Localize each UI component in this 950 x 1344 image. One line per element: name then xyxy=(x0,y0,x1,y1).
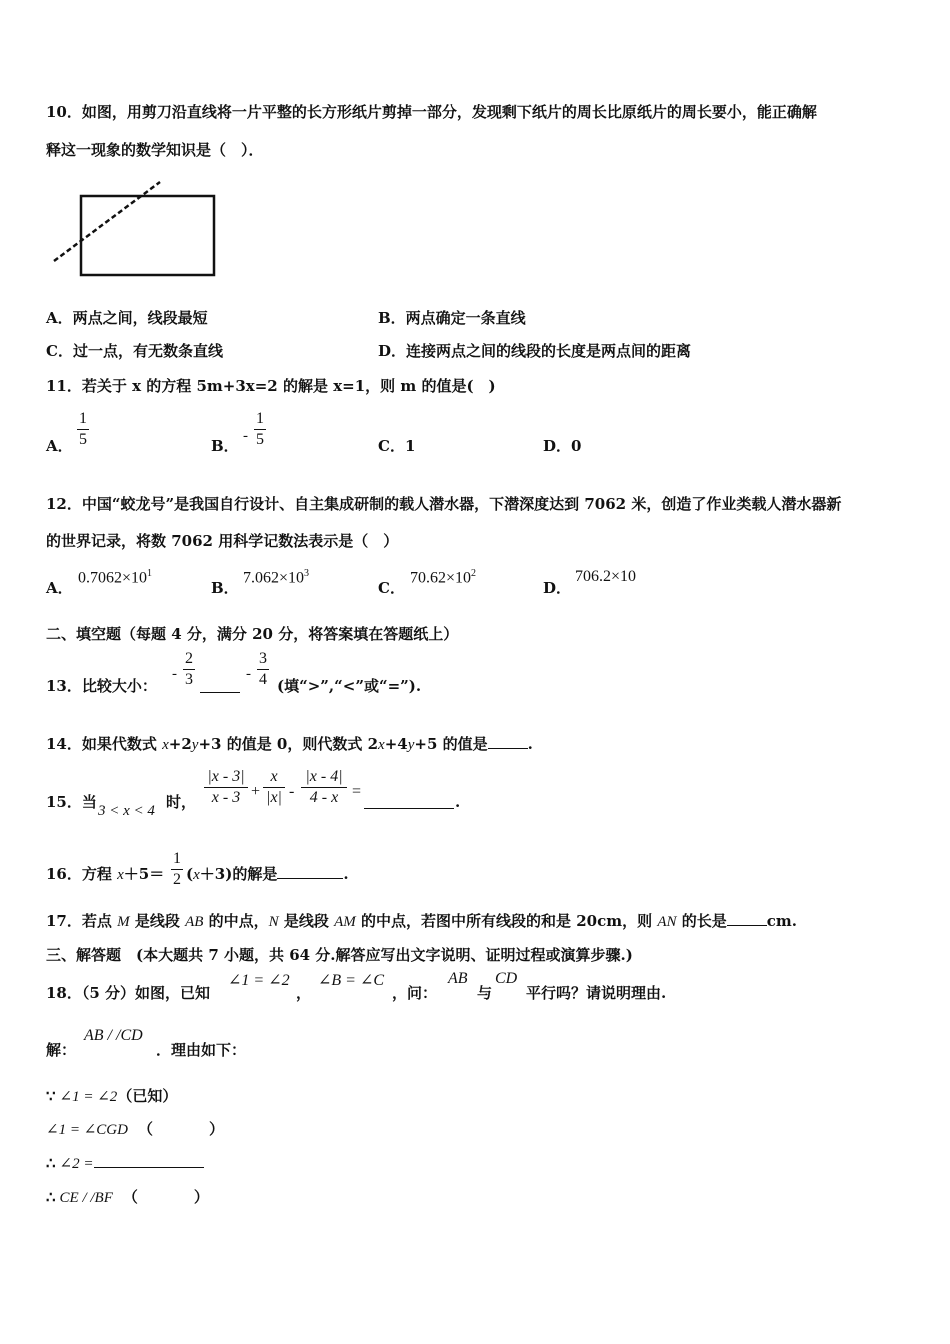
q10-rectangle-diagram xyxy=(48,176,223,284)
q13-fraction1: 2 3 xyxy=(185,650,193,688)
q12-option-d-value: 706.2×10 xyxy=(575,568,637,585)
q10-option-b: B．两点确定一条直线 xyxy=(378,309,526,327)
q11-option-b-fraction: 1 5 xyxy=(256,410,264,448)
q15-condition: 3 < x < 4 xyxy=(98,803,155,819)
q13-fraction2: 3 4 xyxy=(259,650,267,688)
q12-option-a-value: $0.7062\times 10^1$ xyxy=(78,568,153,587)
section-2-heading: 二、填空题（每题 4 分，满分 20 分，将答案填在答题纸上） xyxy=(46,625,459,643)
q13-prefix: 13．比较大小： xyxy=(46,677,157,695)
q12-option-c-value: $70.62\times 10^2$ xyxy=(410,568,477,587)
solution-step-4-reason-blank[interactable] xyxy=(138,1188,194,1202)
q12-label-a: A． xyxy=(46,579,73,597)
q15-term3: |x - 4| 4 - x xyxy=(301,768,347,807)
q14-stem: 14．如果代数式 x+2y+3 的值是 0，则代数式 2x+4y+5 的值是 . xyxy=(46,735,533,753)
q12-label-c: C． xyxy=(378,579,405,597)
q18-ab: AB xyxy=(448,970,468,987)
q13-suffix: (填“>”,“<”或“=”). xyxy=(277,677,422,695)
q15-prefix: 15．当 xyxy=(46,793,97,811)
q16-suffix: (x＋3)的解是 . xyxy=(186,865,349,883)
q18-comma: ， xyxy=(296,984,312,1002)
q16-fraction: 1 2 xyxy=(173,850,181,888)
q15-term1: |x - 3| x - 3 xyxy=(204,768,248,807)
q16-prefix: 16．方程 x＋5＝ xyxy=(46,865,165,883)
solution-step-3: ∴ ∠2 = xyxy=(46,1153,204,1174)
q15-end: . xyxy=(455,793,461,811)
q17-stem: 17．若点 M 是线段 AB 的中点，N 是线段 AM 的中点，若图中所有线段的和是 20cm，则 AN 的长是 cm. xyxy=(46,912,797,930)
q18-condition-2: ∠B = ∠C xyxy=(318,972,385,989)
q13-fraction1-sign: - xyxy=(172,666,177,682)
q16-answer-blank[interactable] xyxy=(277,864,343,879)
q10-stem-line2: 释这一现象的数学知识是（ ）． xyxy=(46,141,264,159)
solution-step-4: ∴ CE / /BF （ ） xyxy=(46,1188,209,1206)
q10-option-a: A．两点之间，线段最短 xyxy=(46,309,208,327)
q14-answer-blank[interactable] xyxy=(488,734,528,749)
q18-condition-1: ∠1 = ∠2 xyxy=(228,972,290,989)
solution-step-2-reason-blank[interactable] xyxy=(153,1120,209,1134)
q18-ask: ，问： xyxy=(392,984,438,1002)
q12-label-b: B． xyxy=(211,579,239,597)
q18-prefix: 18．（5 分）如图，已知 xyxy=(46,984,211,1002)
q11-label-b: B． xyxy=(211,437,239,455)
solution-step-2: ∠1 = ∠CGD （ ） xyxy=(46,1120,224,1138)
solution-claim: AB / /CD xyxy=(84,1027,143,1044)
q13-answer-blank[interactable] xyxy=(200,676,240,693)
q18-tail: 平行吗？请说明理由. xyxy=(526,984,667,1002)
q13-fraction2-sign: - xyxy=(246,666,251,682)
q17-answer-blank[interactable] xyxy=(727,911,767,926)
q11-option-c: C．1 xyxy=(378,437,416,455)
q18-cd: CD xyxy=(495,970,518,987)
q12-option-b-value: $7.062\times 10^3$ xyxy=(243,568,310,587)
solution-label: 解： xyxy=(46,1041,77,1059)
q15-equals: = xyxy=(352,783,362,800)
q15-op-plus: + xyxy=(251,783,261,800)
solution-step-1: ∵ ∠1 = ∠2（已知） xyxy=(46,1087,178,1105)
q11-option-a-fraction: 1 5 xyxy=(79,410,87,448)
q11-option-d: D．0 xyxy=(543,437,582,455)
q12-label-d: D． xyxy=(543,579,572,597)
q15-answer-blank[interactable] xyxy=(364,794,454,809)
q10-option-c: C．过一点，有无数条直线 xyxy=(46,342,223,360)
q11-label-a: A． xyxy=(46,437,73,455)
q15-mid: 时， xyxy=(166,793,197,811)
q11-stem: 11．若关于 x 的方程 5m+3x=2 的解是 x=1，则 m 的值是( ) xyxy=(46,377,496,395)
q12-stem-line1: 12．中国“蛟龙号”是我国自行设计、自主集成研制的载人潜水器，下潜深度达到 7062 米，创造了作业类载人潜水器新 xyxy=(46,495,842,513)
solution-reason: ．理由如下： xyxy=(156,1041,247,1059)
solution-step-3-blank[interactable] xyxy=(94,1153,204,1168)
q10-stem-line1: 10．如图，用剪刀沿直线将一片平整的长方形纸片剪掉一部分，发现剩下纸片的周长比原纸片的周长要小，能正确解 xyxy=(46,103,817,121)
q10-option-d: D．连接两点之间的线段的长度是两点间的距离 xyxy=(378,342,692,360)
q15-op-minus: - xyxy=(289,783,295,800)
q11-option-b-sign: - xyxy=(243,428,248,444)
section-3-heading: 三、解答题 (本大题共 7 小题，共 64 分.解答应写出文字说明、证明过程或演算步骤.) xyxy=(46,946,633,964)
q18-with: 与 xyxy=(477,984,493,1002)
q12-stem-line2: 的世界记录，将数 7062 用科学记数法表示是（ ） xyxy=(46,532,399,550)
q15-term2: x |x| xyxy=(263,768,285,807)
